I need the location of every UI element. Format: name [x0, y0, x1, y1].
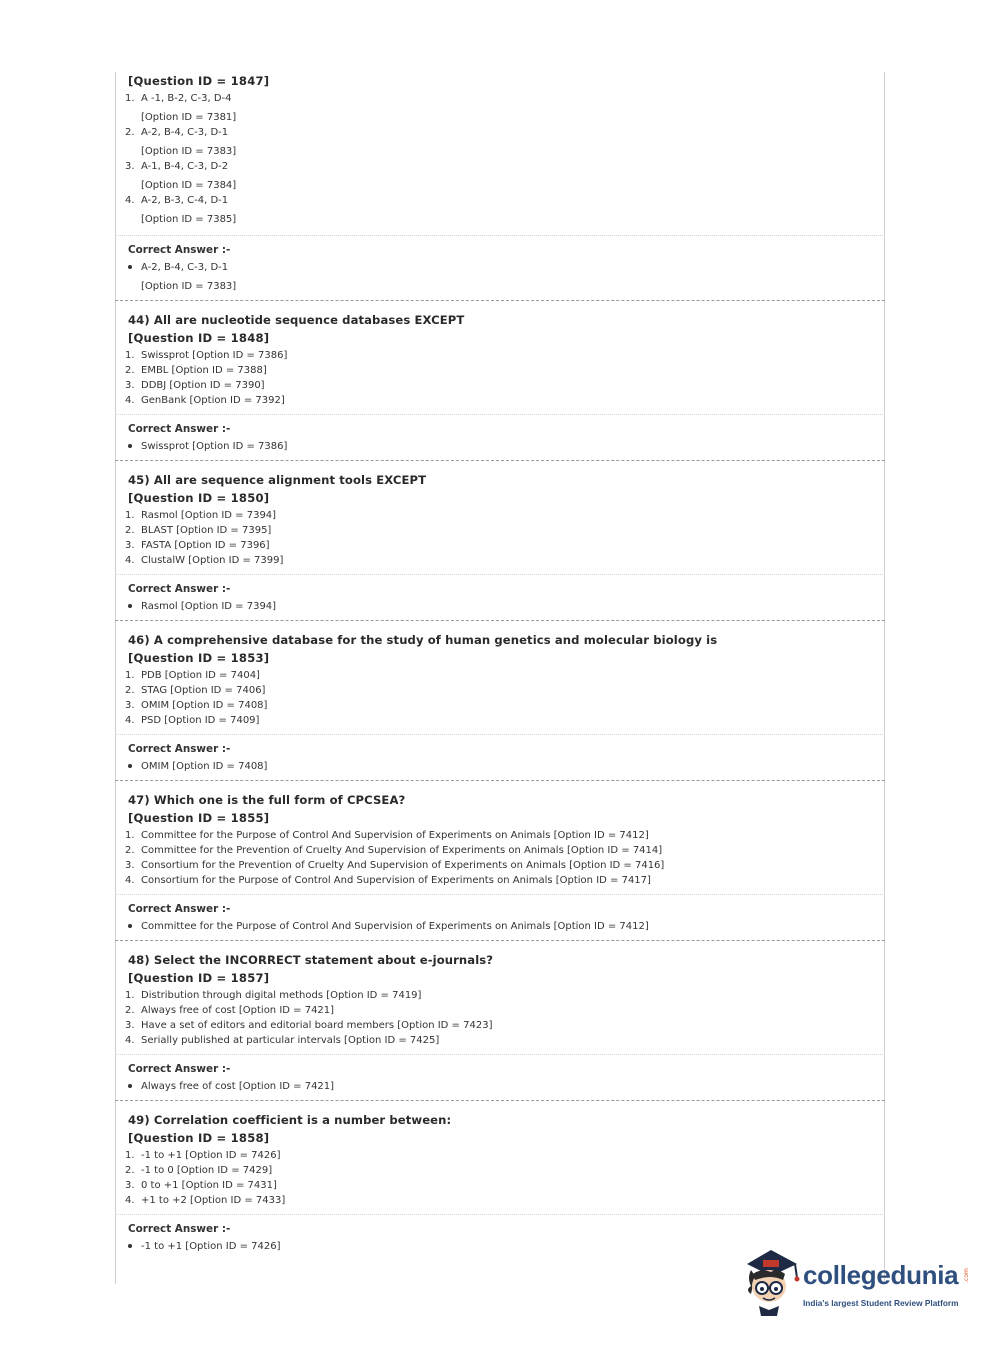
question-id: [Question ID = 1848] [128, 331, 270, 345]
collegedunia-logo[interactable] [741, 1246, 971, 1316]
correct-answer: Swissprot [Option ID = 7386] [115, 439, 885, 454]
mascot-icon [741, 1246, 801, 1316]
option-id: [Option ID = 7383] [141, 281, 237, 292]
bullet-icon [128, 924, 132, 928]
option-item: 4. +1 to +2 [Option ID = 7433] [125, 1195, 286, 1206]
question-title: 48) Select the INCORRECT statement about e-journals? [128, 953, 494, 967]
option-item: 3. Have a set of editors and editorial board members [Option ID = 7423] [125, 1020, 493, 1031]
question-title: 45) All are sequence alignment tools EXCEPT [128, 473, 427, 487]
correct-answer-label: Correct Answer :- [128, 583, 231, 595]
question-46-block [115, 621, 885, 781]
option-item: 4. Consortium for the Purpose of Control And Supervision of Experiments on Animals [Option ID = 7417] [125, 875, 651, 886]
option-item: 3. A-1, B-4, C-3, D-2 [125, 161, 229, 172]
divider [115, 1214, 885, 1215]
question-title: 47) Which one is the full form of CPCSEA? [128, 793, 406, 807]
question-title: 44) All are nucleotide sequence databases EXCEPT [128, 313, 465, 327]
option-item: 1. -1 to +1 [Option ID = 7426] [125, 1150, 281, 1161]
question-id: [Question ID = 1847] [128, 74, 270, 88]
question-id: [Question ID = 1853] [128, 651, 270, 665]
correct-answer: Committee for the Purpose of Control And Supervision of Experiments on Animals [Option ID = 7412] [115, 919, 885, 934]
option-item: 2. STAG [Option ID = 7406] [125, 685, 266, 696]
question-id: [Question ID = 1855] [128, 811, 270, 825]
divider [115, 894, 885, 895]
bullet-icon [128, 444, 132, 448]
option-item: 1. PDB [Option ID = 7404] [125, 670, 260, 681]
correct-answer: Always free of cost [Option ID = 7421] [115, 1079, 885, 1094]
question-47-block [115, 781, 885, 941]
correct-answer: -1 to +1 [Option ID = 7426] [115, 1239, 885, 1254]
question-44-block [115, 301, 885, 461]
bullet-icon [128, 764, 132, 768]
option-item: 2. Always free of cost [Option ID = 7421] [125, 1005, 335, 1016]
correct-answer-label: Correct Answer :- [128, 244, 231, 256]
option-item: 4. A-2, B-3, C-4, D-1 [125, 195, 229, 206]
option-item: 3. FASTA [Option ID = 7396] [125, 540, 270, 551]
question-45-block [115, 461, 885, 621]
correct-answer: OMIM [Option ID = 7408] [115, 759, 885, 774]
option-item: 4. PSD [Option ID = 7409] [125, 715, 260, 726]
question-id: [Question ID = 1850] [128, 491, 270, 505]
logo-wordmark: collegedunia [803, 1260, 959, 1290]
option-item: 2. EMBL [Option ID = 7388] [125, 365, 267, 376]
correct-answer-label: Correct Answer :- [128, 903, 231, 915]
correct-answer-label: Correct Answer :- [128, 1223, 231, 1235]
question-title: 46) A comprehensive database for the study of human genetics and molecular biology is [128, 633, 718, 647]
logo-suffix: .com [962, 1268, 970, 1283]
divider [115, 1054, 885, 1055]
option-item: 4. GenBank [Option ID = 7392] [125, 395, 285, 406]
option-item: 4. Serially published at particular intervals [Option ID = 7425] [125, 1035, 440, 1046]
option-id: [Option ID = 7384] [141, 180, 237, 191]
divider [115, 574, 885, 575]
option-id: [Option ID = 7385] [141, 214, 237, 225]
question-48-block [115, 941, 885, 1101]
option-item: 2. -1 to 0 [Option ID = 7429] [125, 1165, 273, 1176]
bullet-icon [128, 604, 132, 608]
correct-answer: A-2, B-4, C-3, D-1 [115, 260, 885, 275]
bullet-icon [128, 1244, 132, 1248]
question-49-block [115, 1101, 885, 1254]
divider [115, 734, 885, 735]
option-item: 3. DDBJ [Option ID = 7390] [125, 380, 265, 391]
option-item: 2. A-2, B-4, C-3, D-1 [125, 127, 229, 138]
bullet-icon [128, 265, 132, 269]
question-paper [115, 72, 885, 1254]
divider [115, 235, 885, 236]
question-title: 49) Correlation coefficient is a number between: [128, 1113, 452, 1127]
option-item: 3. 0 to +1 [Option ID = 7431] [125, 1180, 277, 1191]
option-item: 1. Rasmol [Option ID = 7394] [125, 510, 277, 521]
option-item: 1. Committee for the Purpose of Control And Supervision of Experiments on Animals [Option ID = 7412] [125, 830, 649, 841]
option-id: [Option ID = 7383] [141, 146, 237, 157]
option-id: [Option ID = 7381] [141, 112, 237, 123]
option-item: 1. Distribution through digital methods [Option ID = 7419] [125, 990, 422, 1001]
option-item: 2. Committee for the Prevention of Cruelty And Supervision of Experiments on Animals [Option ID = 7414] [125, 845, 663, 856]
option-item: 3. Consortium for the Prevention of Cruelty And Supervision of Experiments on Animals [Option ID = 7416] [125, 860, 665, 871]
correct-answer-label: Correct Answer :- [128, 423, 231, 435]
option-item: 1. Swissprot [Option ID = 7386] [125, 350, 288, 361]
question-id: [Question ID = 1858] [128, 1131, 270, 1145]
logo-tagline: India's largest Student Review Platform [803, 1298, 959, 1308]
correct-answer-label: Correct Answer :- [128, 743, 231, 755]
correct-answer: Rasmol [Option ID = 7394] [115, 599, 885, 614]
divider [115, 414, 885, 415]
question-id: [Question ID = 1857] [128, 971, 270, 985]
option-item: 1. A -1, B-2, C-3, D-4 [125, 93, 232, 104]
option-item: 2. BLAST [Option ID = 7395] [125, 525, 272, 536]
question-43-block [115, 72, 885, 301]
correct-answer-label: Correct Answer :- [128, 1063, 231, 1075]
option-item: 4. ClustalW [Option ID = 7399] [125, 555, 284, 566]
bullet-icon [128, 1084, 132, 1088]
option-list [115, 91, 885, 227]
option-item: 3. OMIM [Option ID = 7408] [125, 700, 268, 711]
